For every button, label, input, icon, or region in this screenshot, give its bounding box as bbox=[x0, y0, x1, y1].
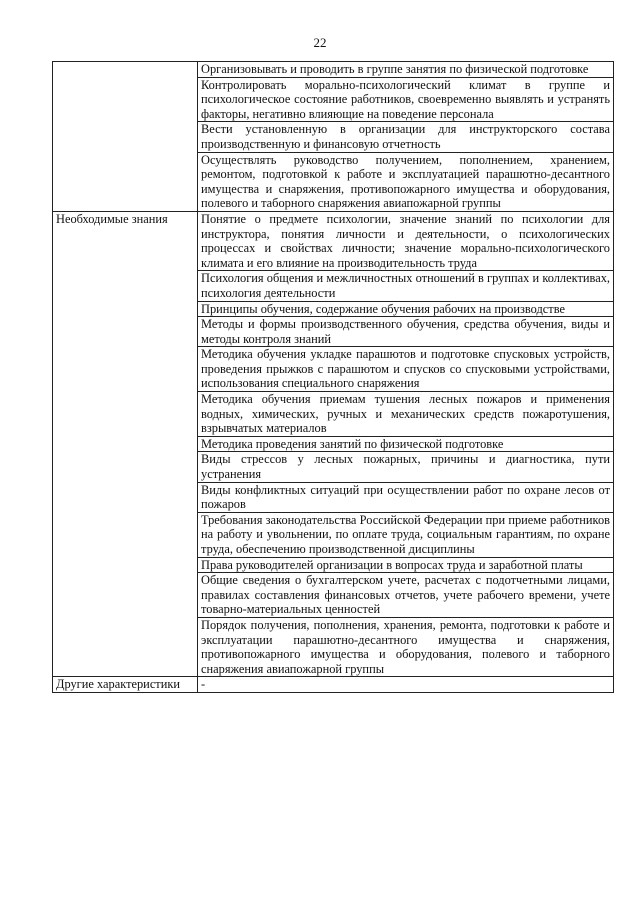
qualification-table bbox=[52, 61, 614, 693]
table-cell: Организовывать и проводить в группе занятия по физической подготовке bbox=[198, 62, 614, 78]
table-cell: Психология общения и межличностных отношений в группах и коллективах, психология деятельности bbox=[198, 271, 614, 301]
table-cell: Понятие о предмете психологии, значение знаний по психологии для инструктора, понятия личности и деятельности, о психологических процессах и свойствах личности; значение морально-психологического климата и его влияние на производительность труда bbox=[198, 211, 614, 270]
table-cell: Методы и формы производственного обучения, средства обучения, виды и методы контроля знаний bbox=[198, 317, 614, 347]
table-cell: Виды стрессов у лесных пожарных, причины и диагностика, пути устранения bbox=[198, 452, 614, 482]
table-cell: Требования законодательства Российской Федерации при приеме работников на работу и увольнении, по оплате труда, социальным гарантиям, по охране труда, обеспечению производственной дисциплины bbox=[198, 512, 614, 557]
table-cell: Вести установленную в организации для инструкторского состава производственную и финансовую отчетность bbox=[198, 122, 614, 152]
table-row bbox=[53, 62, 614, 78]
section-label-other-characteristics: Другие характеристики bbox=[53, 677, 198, 693]
table-cell: Методика проведения занятий по физической подготовке bbox=[198, 436, 614, 452]
page-number: 22 bbox=[313, 35, 327, 50]
table-row bbox=[53, 211, 614, 270]
table-cell: - bbox=[198, 677, 614, 693]
table-cell: Общие сведения о бухгалтерском учете, расчетах с подотчетными лицами, правилах составления финансовых отчетов, учете рабочего времени, учете товарно-материальных ценностей bbox=[198, 573, 614, 618]
table-cell: Осуществлять руководство получением, пополнением, хранением, ремонтом, подготовкой к работе и эксплуатацией парашютно-десантного имущества и снаряжения, противопожарного имущества и оборудования, полевого и таборного снаряжения авиапожарной группы bbox=[198, 152, 614, 211]
table-cell: Методика обучения укладке парашютов и подготовке спусковых устройств, проведения прыжков с парашютом и спусков со спусковыми устройствами, использования специального снаряжения bbox=[198, 347, 614, 392]
table-cell: Принципы обучения, содержание обучения рабочих на производстве bbox=[198, 301, 614, 317]
section-label bbox=[53, 62, 198, 212]
table-row bbox=[53, 677, 614, 693]
table-cell: Методика обучения приемам тушения лесных пожаров и применения водных, химических, ручных и механических средств пожаротушения, взрывчатых материалов bbox=[198, 392, 614, 437]
table-cell: Порядок получения, пополнения, хранения, ремонта, подготовки к работе и эксплуатации парашютно-десантного имущества и снаряжения, противопожарного имущества и оборудования, полевого и таборного снаряжения авиапожарной группы bbox=[198, 617, 614, 676]
table-cell: Права руководителей организации в вопросах труда и заработной платы bbox=[198, 557, 614, 573]
section-label-required-knowledge: Необходимые знания bbox=[53, 211, 198, 676]
table-cell: Виды конфликтных ситуаций при осуществлении работ по охране лесов от пожаров bbox=[198, 482, 614, 512]
table-cell: Контролировать морально-психологический климат в группе и психологическое состояние работников, своевременно выявлять и устранять факторы, негативно влияющие на поведение персонала bbox=[198, 77, 614, 122]
